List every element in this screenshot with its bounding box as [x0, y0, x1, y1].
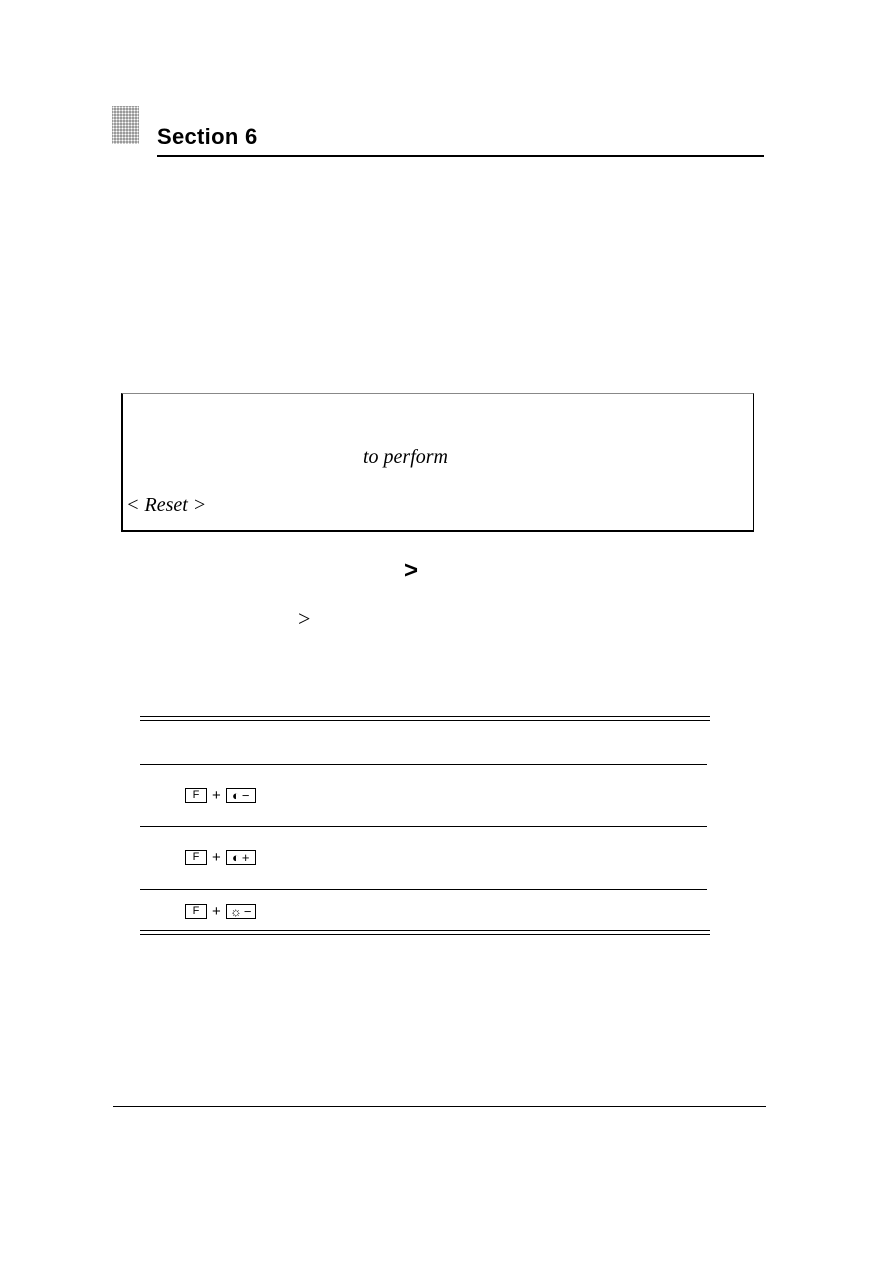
- table-bottom-rule: [140, 930, 710, 935]
- table-row-rule: [140, 826, 707, 827]
- minus-sign: −: [241, 788, 250, 803]
- plus-glyph: +: [241, 850, 250, 865]
- table-row-rule: [140, 889, 707, 890]
- f-key-icon: F: [185, 904, 207, 919]
- section-title: Section 6: [157, 124, 258, 149]
- greater-than-plain: >: [298, 606, 311, 631]
- f-key-icon: F: [185, 850, 207, 865]
- contrast-icon: ◐: [232, 788, 240, 803]
- plus-sign: +: [212, 903, 221, 920]
- footer-divider: [113, 1106, 766, 1107]
- plus-sign: +: [212, 849, 221, 866]
- plus-sign: +: [212, 787, 221, 804]
- contrast-down-key-icon: [226, 788, 256, 803]
- contrast-up-key-icon: [226, 850, 256, 865]
- table-top-rule: [140, 716, 710, 721]
- brightness-down-key-icon: [226, 904, 256, 919]
- note-reset-text: < Reset >: [126, 494, 207, 516]
- minus-sign: −: [243, 904, 252, 919]
- contrast-icon: ◐: [232, 850, 240, 865]
- note-box: [121, 393, 754, 532]
- f-key-icon: F: [185, 788, 207, 803]
- greater-than-bold: >: [404, 557, 419, 584]
- section-divider: [157, 155, 764, 157]
- table-header-rule: [140, 764, 707, 765]
- key-combo-row: [185, 849, 256, 866]
- key-combo-row: [185, 787, 256, 804]
- note-perform-text: to perform: [363, 446, 448, 468]
- section-marker-icon: [112, 106, 139, 144]
- key-combo-row: [185, 903, 256, 920]
- key-combination-table: [140, 716, 710, 936]
- brightness-icon: ☼: [230, 904, 242, 919]
